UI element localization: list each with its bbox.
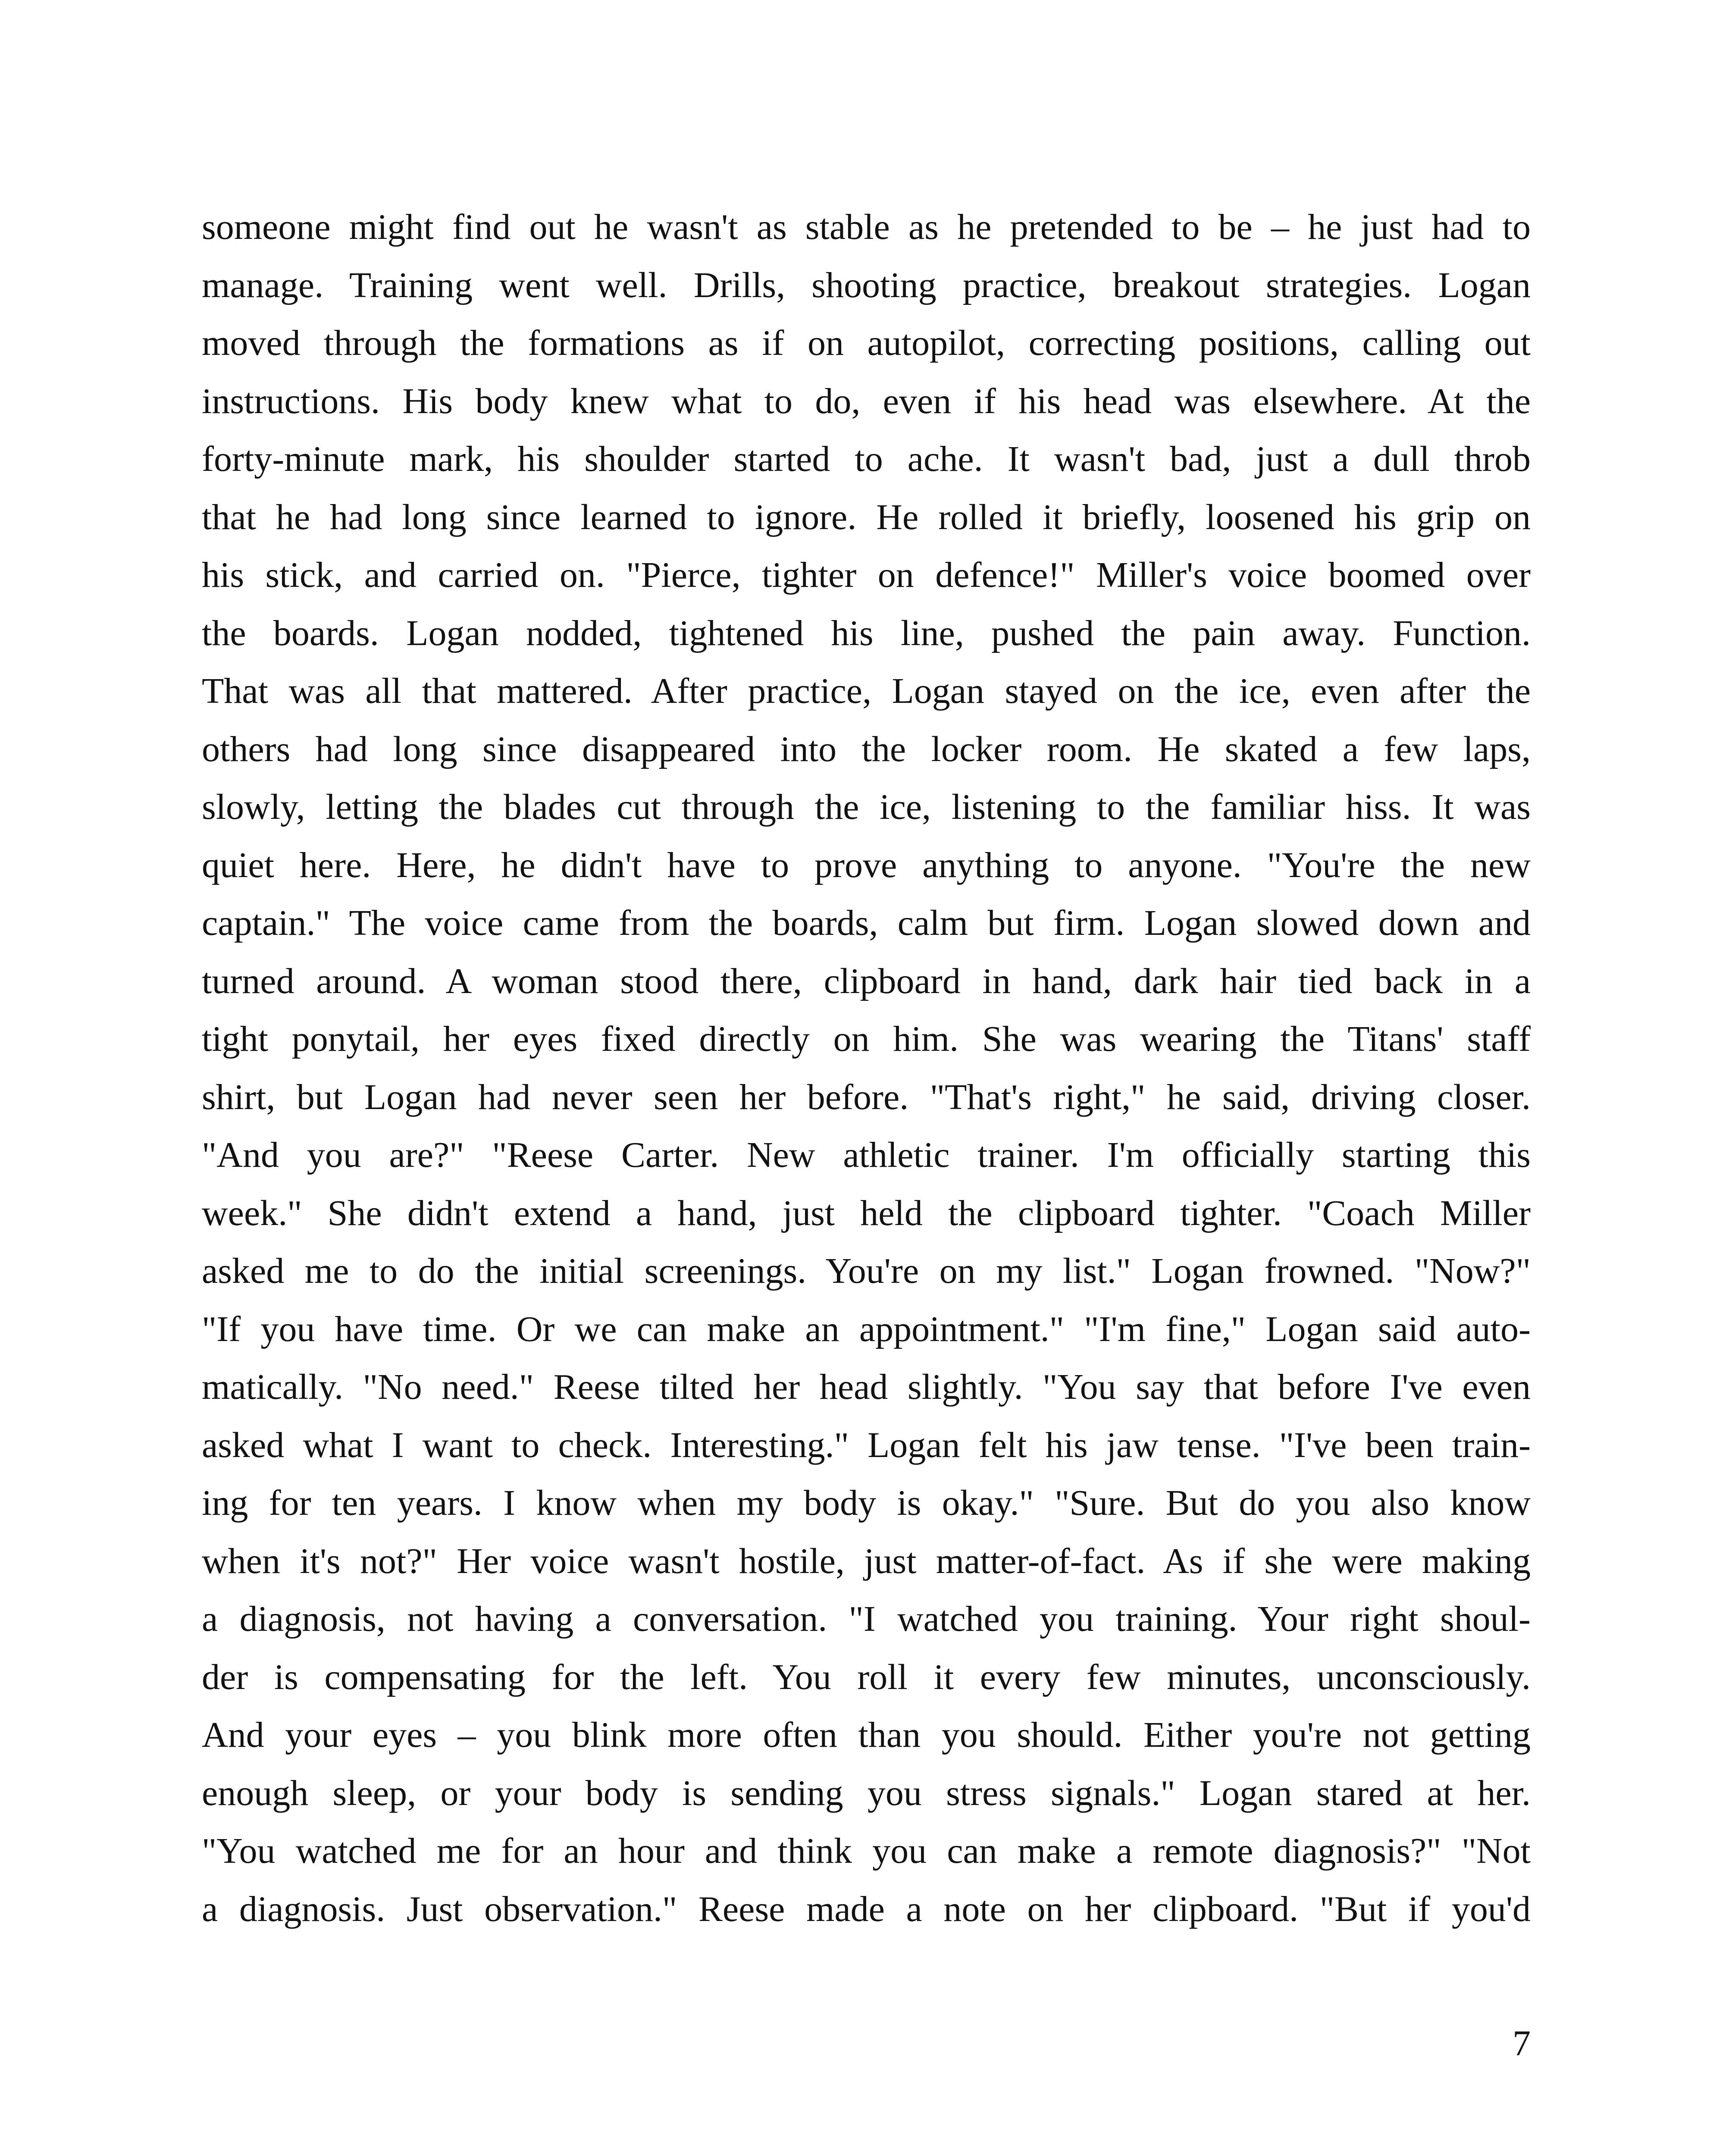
text-line: instructions. His body knew what to do, even if his head was elsewhere. At the: [202, 381, 1531, 421]
page-number: 7: [1513, 2023, 1531, 2063]
text-line: others had long since disappeared into the locker room. He skated a few laps,: [202, 729, 1531, 769]
text-line: that he had long since learned to ignore. He rolled it briefly, loosened his grip on: [202, 497, 1531, 537]
text-line: captain." The voice came from the boards, calm but firm. Logan slowed down and: [202, 903, 1531, 943]
text-line: ing for ten years. I know when my body is okay." "Sure. But do you also know: [202, 1483, 1531, 1523]
text-line: "You watched me for an hour and think you can make a remote diagnosis?" "Not: [202, 1831, 1531, 1871]
text-line: tight ponytail, her eyes fixed directly on him. She was wearing the Titans' staff: [202, 1019, 1531, 1059]
text-line: a diagnosis, not having a conversation. "I watched you training. Your right shoul-: [202, 1599, 1531, 1639]
text-line: der is compensating for the left. You roll it every few minutes, unconsciously.: [202, 1657, 1531, 1697]
text-line: someone might find out he wasn't as stable as he pretended to be – he just had to: [202, 207, 1531, 247]
text-line: quiet here. Here, he didn't have to prove anything to anyone. "You're the new: [202, 845, 1531, 885]
text-line: shirt, but Logan had never seen her before. "That's right," he said, driving closer.: [202, 1077, 1531, 1117]
text-line: enough sleep, or your body is sending you stress signals." Logan stared at her.: [202, 1773, 1531, 1813]
text-line: "And you are?" "Reese Carter. New athletic trainer. I'm officially starting this: [202, 1135, 1531, 1175]
text-line: when it's not?" Her voice wasn't hostile, just matter-of-fact. As if she were making: [202, 1541, 1531, 1581]
text-line: manage. Training went well. Drills, shooting practice, breakout strategies. Logan: [202, 265, 1531, 305]
text-line: asked me to do the initial screenings. You're on my list." Logan frowned. "Now?": [202, 1251, 1531, 1291]
text-line: week." She didn't extend a hand, just held the clipboard tighter. "Coach Miller: [202, 1193, 1531, 1233]
text-line: matically. "No need." Reese tilted her head slightly. "You say that before I've even: [202, 1367, 1531, 1407]
body-text: [202, 198, 1531, 1938]
text-line: And your eyes – you blink more often than you should. Either you're not getting: [202, 1715, 1531, 1755]
text-line: his stick, and carried on. "Pierce, tighter on defence!" Miller's voice boomed over: [202, 555, 1531, 595]
text-line: turned around. A woman stood there, clipboard in hand, dark hair tied back in a: [202, 961, 1531, 1001]
text-line: "If you have time. Or we can make an appointment." "I'm fine," Logan said auto-: [202, 1309, 1531, 1349]
text-line: asked what I want to check. Interesting." Logan felt his jaw tense. "I've been train-: [202, 1425, 1531, 1465]
text-line: forty-minute mark, his shoulder started to ache. It wasn't bad, just a dull throb: [202, 439, 1531, 479]
text-line: slowly, letting the blades cut through the ice, listening to the familiar hiss. It was: [202, 787, 1531, 827]
text-line: moved through the formations as if on autopilot, correcting positions, calling out: [202, 323, 1531, 363]
text-line: a diagnosis. Just observation." Reese made a note on her clipboard. "But if you'd: [202, 1889, 1531, 1929]
text-line: the boards. Logan nodded, tightened his line, pushed the pain away. Function.: [202, 613, 1531, 653]
text-line: That was all that mattered. After practice, Logan stayed on the ice, even after the: [202, 671, 1531, 711]
